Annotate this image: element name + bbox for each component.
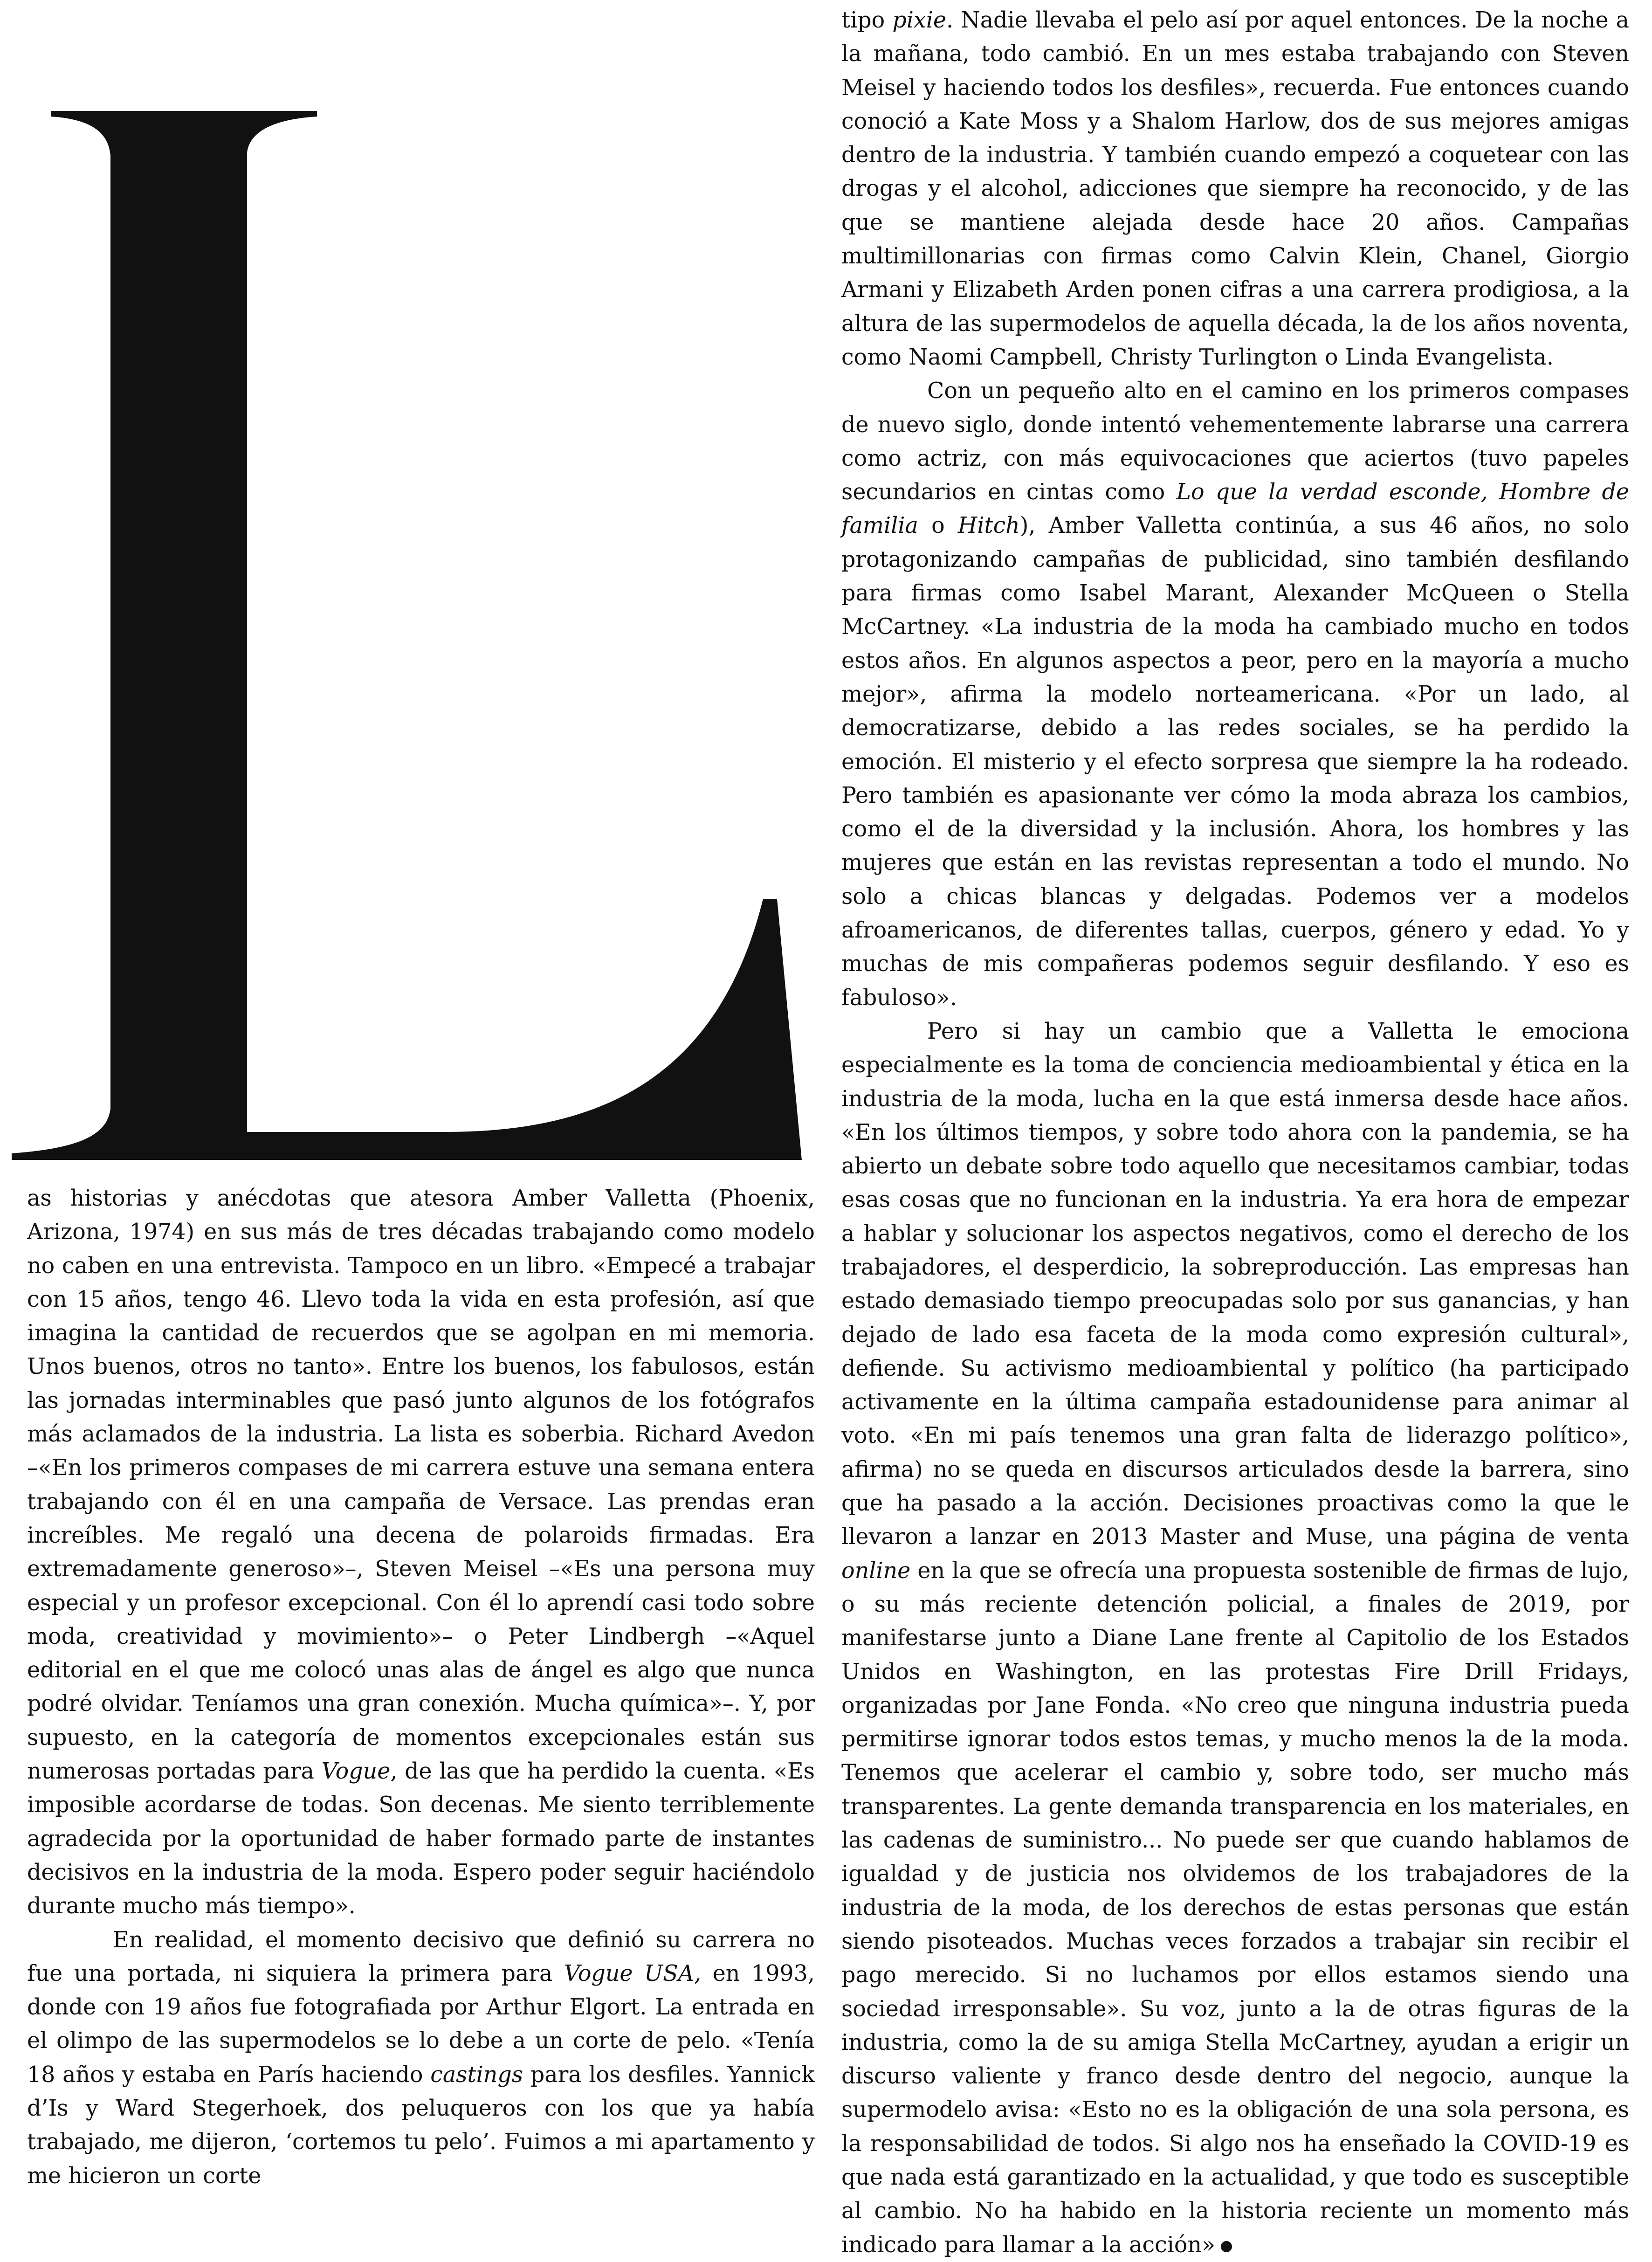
italic-text-run: Hitch <box>957 513 1020 539</box>
right-column <box>841 4 1629 2262</box>
text-run: tipo <box>841 7 893 33</box>
text-run: En realidad, el momento decisivo que definió su carrera no fue una portada, ni siquiera la primera para <box>27 1927 815 1986</box>
left-column <box>27 1182 815 2193</box>
text-run: o <box>918 513 958 539</box>
italic-text-run: Lo que la verdad esconde, Hombre de familia <box>841 479 1629 539</box>
body-paragraph <box>27 1182 815 1924</box>
body-paragraph <box>27 1924 815 2193</box>
text-run: en 1993, donde con 19 años fue fotografiada por Arthur Elgort. La entrada en el olimpo de las supermodelos se lo debe a un corte de pelo. «Tenía 18 años y estaba en París haciendo <box>27 1960 815 2088</box>
italic-text-run: Vogue <box>321 1759 391 1785</box>
text-run: Pero si hay un cambio que a Valletta le emociona especialmente es la toma de conciencia medioambiental y ética en la industria de la moda, lucha en la que está inmersa desde hace años. «En los últimos tiempos, y sobre todo ahora con la pandemia, se ha abierto un debate sobre todo aquello que necesitamos cambiar, todas esas cosas que no funcionan en la industria. Ya era hora de empezar a hablar y solucionar los aspectos negativos, como el derecho de los trabajadores, el desperdicio, la sobreproducción. Las empresas han estado demasiado tiempo preocupadas solo por sus ganancias, y han dejado de lado esa faceta de la moda como expresión cultural», defiende. Su activismo medioambiental y político (ha participado activamente en la última campaña estadounidense para animar al voto. «En mi país tenemos una gran falta de liderazgo político», afirma) no se queda en discursos articulados desde la barrera, sino que ha pasado a la acción. Decisiones proactivas como la que le llevaron a lanzar en 2013 Master and Muse, una página de venta <box>841 1018 1629 1550</box>
text-run: , de las que ha perdido la cuenta. «Es imposible acordarse de todas. Son decenas. Me siento terriblemente agradecida por la oportunidad de haber formado parte de instantes decisivos en la industria de la moda. Espero poder seguir haciéndolo durante mucho más tiempo». <box>27 1759 815 1919</box>
italic-text-run: castings <box>430 2062 523 2088</box>
drop-cap-letter <box>12 111 825 1183</box>
text-run: en la que se ofrecía una propuesta sostenible de firmas de lujo, o su más reciente detención policial, a finales de 2019, por manifestarse junto a Diane Lane frente al Capitolio de los Estados Unidos en Washington, en las protestas Fire Drill Fridays, organizadas por Jane Fonda. «No creo que ninguna industria pueda permitirse ignorar todos estos temas, y mucho menos la de la moda. Tenemos que acelerar el cambio y, sobre todo, ser mucho más transparentes. La gente demanda transparencia en los materiales, en las cadenas de suministro... No puede ser que cuando hablamos de igualdad y de justicia nos olvidemos de los trabajadores de la industria de la moda, de los derechos de estas personas que están siendo pisoteados. Muchas veces forzados a trabajar sin recibir el pago merecido. Si no luchamos por ellos estamos siendo una sociedad irresponsable». Su voz, junto a la de otras figuras de la industria, como la de su amiga Stella McCartney, ayudan a erigir un discurso valiente y franco desde dentro del negocio, aunque la supermodelo avisa: «Esto no es la obligación de una sola persona, es la responsabilidad de todos. Si algo nos ha enseñado la COVID-19 es que nada está garantizado en la actualidad, y que todo es susceptible al cambio. No ha habido en la historia reciente un momento más indicado para llamar a la acción» <box>841 1558 1629 2258</box>
body-paragraph <box>841 4 1629 374</box>
body-paragraph <box>841 374 1629 1015</box>
end-of-article-mark <box>1221 2241 1232 2252</box>
italic-text-run: pixie <box>892 7 947 33</box>
text-run: ), Amber Valletta continúa, a sus 46 años, no solo protagonizando campañas de publicidad, sino también desfilando para firmas como Isabel Marant, Alexander McQueen o Stella McCartney. «La industria de la moda ha cambiado mucho en todos estos años. En algunos aspectos a peor, pero en la mayoría a mucho mejor», afirma la modelo norteamericana. «Por un lado, al democratizarse, debido a las redes sociales, se ha perdido la emoción. El misterio y el efecto sorpresa que siempre la ha rodeado. Pero también es apasionante ver cómo la moda abraza los cambios, como el de la diversidad y la inclusión. Ahora, los hombres y las mujeres que están en las revistas representan a todo el mundo. No solo a chicas blancas y delgadas. Podemos ver a modelos afroamericanos, de diferentes tallas, cuerpos, género y edad. Yo y muchas de mis compañeras podemos seguir desfilando. Y eso es fabuloso». <box>841 513 1630 1011</box>
text-run: para los desfiles. Yannick d’Is y Ward Stegerhoek, dos peluqueros con los que ya había trabajado, me dijeron, ‘cortemos tu pelo’. Fuimos a mi apartamento y me hicieron un corte <box>27 2062 815 2189</box>
text-run: Con un pequeño alto en el camino en los primeros compases de nuevo siglo, donde intentó vehementemente labrarse una carrera como actriz, con más equivocaciones que aciertos (tuvo papeles secundarios en cintas como <box>841 378 1629 505</box>
text-run: as historias y anécdotas que atesora Amber Valletta (Phoenix, Arizona, 1974) en sus más de tres décadas trabajando como modelo no caben en una entrevista. Tampoco en un libro. «Empecé a trabajar con 15 años, tengo 46. Llevo toda la vida en esta profesión, así que imagina la cantidad de recuerdos que se agolpan en mi memoria. Unos buenos, otros no tanto». Entre los buenos, los fabulosos, están las jornadas interminables que pasó junto algunos de los fotógrafos más aclamados de la industria. La lista es soberbia. Richard Avedon –«En los primeros compases de mi carrera estuve una semana entera trabajando con él en una campaña de Versace. Las prendas eran increíbles. Me regaló una decena de polaroids firmadas. Era extremadamente generoso»–, Steven Meisel –«Es una persona muy especial y un profesor excepcional. Con él lo aprendí casi todo sobre moda, creatividad y movimiento»– o Peter Lindbergh –«Aquel editorial en el que me colocó unas alas de ángel es algo que nunca podré olvidar. Teníamos una gran conexión. Mucha química»–. Y, por supuesto, en la categoría de momentos excepcionales están sus numerosas portadas para <box>27 1186 815 1785</box>
body-paragraph <box>841 1015 1629 2262</box>
italic-text-run: Vogue USA, <box>564 1960 702 1986</box>
text-run: . Nadie llevaba el pelo así por aquel entonces. De la noche a la mañana, todo cambió. En un mes estaba trabajando con Steven Meisel y haciendo todos los desfiles», recuerda. Fue entonces cuando conoció a Kate Moss y a Shalom Harlow, dos de sus mejores amigas dentro de la industria. Y también cuando empezó a coquetear con las drogas y el alcohol, adicciones que siempre ha reconocido, y de las que se mantiene alejada desde hace 20 años. Campañas multimillonarias con firmas como Calvin Klein, Chanel, Giorgio Armani y Elizabeth Arden ponen cifras a una carrera prodigiosa, a la altura de las supermodelos de aquella década, la de los años noventa, como Naomi Campbell, Christy Turlington o Linda Evangelista. <box>841 7 1629 370</box>
italic-text-run: online <box>841 1558 911 1584</box>
